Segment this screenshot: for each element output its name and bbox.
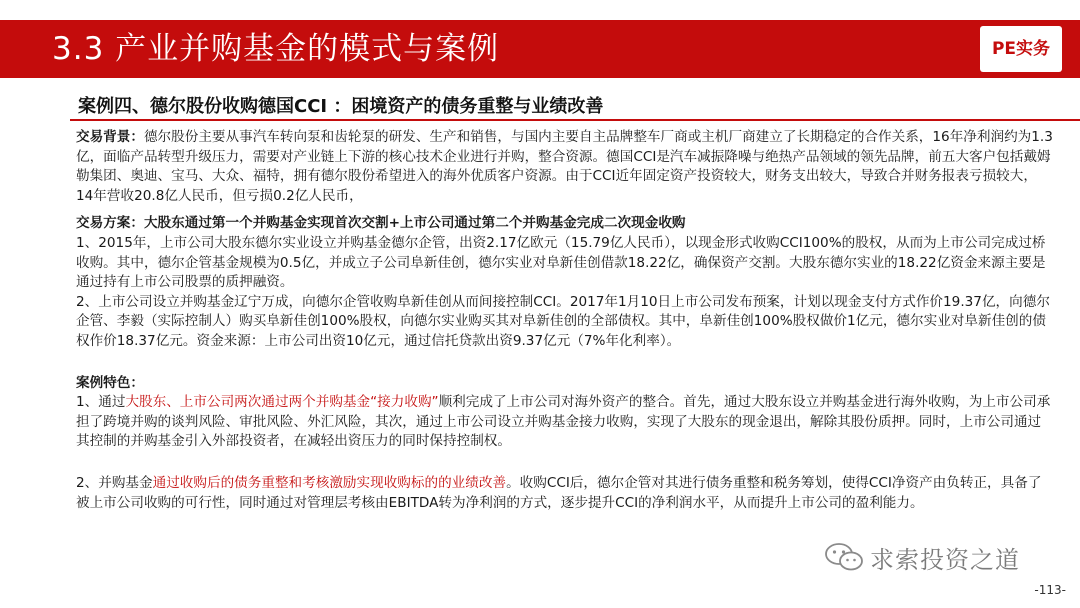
- spacer: [76, 352, 1054, 374]
- feature-2: [76, 474, 1054, 513]
- watermark-text: 求索投资之道: [870, 545, 1020, 574]
- case-title: 案例四、德尔股份收购德国CCI ：困境资产的债务重整与业绩改善: [78, 96, 604, 117]
- feature-1-highlight: 大股东、上市公司两次通过两个并购基金“接力收购”: [125, 394, 439, 411]
- background-paragraph: [76, 128, 1054, 206]
- title-divider: [70, 119, 1080, 121]
- feature-1-text: 顺利完成了上市公司对海外资产的整合。首先，通过大股东设立并购基金进行海外收购，为上市公司承担了跨境并购的谈判风险、审批风险、外汇风险，其次，通过上市公司设立并购基金接力收购，实现了大股东的现金退出，解除其股份质押。同时，上市公司通过其控制的并购基金引入外部投资者，在减轻出资压力的同时保持控制权。: [76, 394, 1051, 450]
- background-label: 交易背景：: [76, 129, 144, 145]
- brand-logo: [980, 26, 1062, 72]
- feature-1-prefix: 1、通过: [76, 394, 126, 411]
- watermark: [824, 540, 1020, 574]
- page-title: 3.3 产业并购基金的模式与案例: [52, 31, 500, 67]
- spacer: [76, 452, 1054, 474]
- feature-2-highlight: 通过收购后的债务重整和考核激励实现收购标的的业绩改善: [152, 474, 507, 491]
- spacer: [76, 206, 1054, 214]
- scheme-point-1: 1、2015年，上市公司大股东德尔实业设立并购基金德尔企管，出资2.17亿欧元（15.79亿人民币），以现金形式收购CCI100%的股权，从而为上市公司完成过桥收购。其中，德尔企管基金规模为0.5亿，并成立子公司阜新佳创，德尔实业对阜新佳创借款18.22亿，确保资产交割。大股东德尔实业的18.22亿资金来源主要是通过持有上市公司股票的质押融资。: [76, 234, 1046, 291]
- brand-logo-text: PE实务: [991, 39, 1051, 59]
- features-label: 案例特色：: [76, 374, 144, 391]
- feature-1: [76, 393, 1054, 452]
- page-number: -113-: [1034, 583, 1066, 597]
- feature-2-text: 。收购CCI后，德尔企管对其进行债务重整和税务筹划，使得CCI净资产由负转正，具备了被上市公司收购的可行性，同时通过对管理层考核由EBITDA转为净利润的方式，逐步提升CCI的净利润水平，从而提升上市公司的盈利能力。: [76, 474, 1042, 511]
- header-bar: [0, 20, 1080, 78]
- background-text: 德尔股份主要从事汽车转向泵和齿轮泵的研发、生产和销售，与国内主要自主品牌整车厂商或主机厂商建立了长期稳定的合作关系，16年净利润约为1.3亿，面临产品转型升级压力，需要对产业链上下游的核心技术企业进行并购，整合资源。德国CCI是汽车减振降噪与绝热产品领域的领先品牌，前五大客户包括戴姆勒集团、奥迪、宝马、大众、福特，拥有德尔股份希望进入的海外优质客户资源。由于CCI近年固定资产投资较大，财务支出较大，导致合并财务报表亏损较大，14年营收20.8亿人民币，但亏损0.2亿人民币，: [76, 129, 1053, 204]
- scheme-label: 交易方案：大股东通过第一个并购基金实现首次交割+上市公司通过第二个并购基金完成二次现金收购: [76, 215, 686, 232]
- content-body: [76, 128, 1054, 513]
- scheme-point-2: 2、上市公司设立并购基金辽宁万成，向德尔企管收购阜新佳创从而间接控制CCI。2017年1月10日上市公司发布预案，计划以现金支付方式作价19.37亿，向德尔企管、李毅（实际控制人）购买阜新佳创100%股权，向德尔实业购买其对阜新佳创的全部债权。其中，阜新佳创100%股权做价1亿元，德尔实业对阜新佳创的债权作价18.37亿元。资金来源：上市公司出资10亿元，通过信托贷款出资9.37亿元（7%年化利率）。: [76, 293, 1050, 349]
- wechat-icon: [824, 542, 864, 572]
- feature-2-prefix: 2、并购基金: [76, 474, 153, 491]
